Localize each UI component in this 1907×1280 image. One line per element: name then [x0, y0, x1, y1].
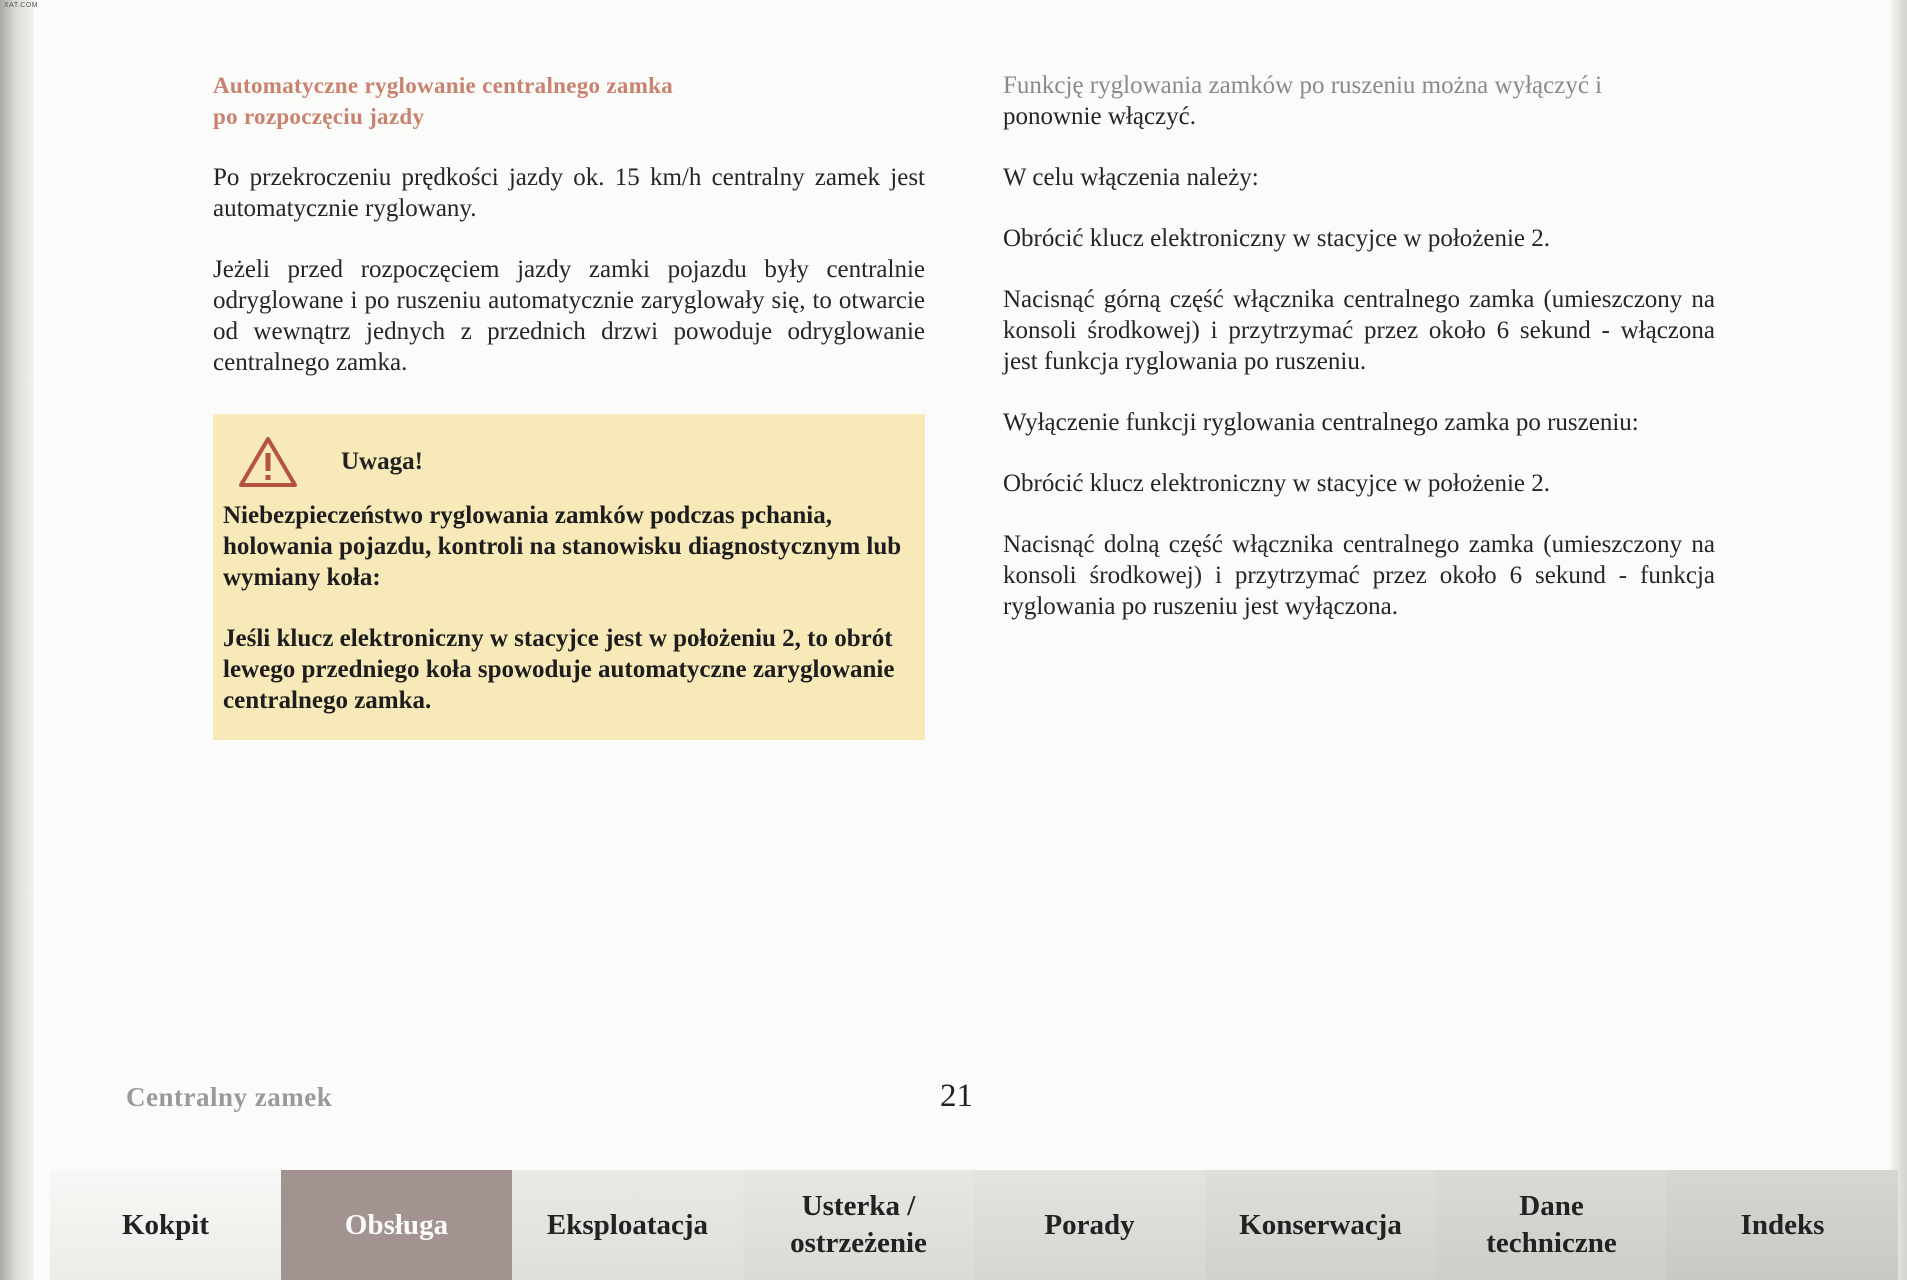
right-column — [1003, 70, 1715, 652]
tab-indeks[interactable] — [1667, 1170, 1898, 1280]
warning-title: Uwaga! — [341, 448, 423, 475]
chapter-nav-bar — [50, 1170, 1898, 1280]
left-column — [213, 70, 925, 408]
tab-label: Konserwacja — [1239, 1208, 1402, 1241]
left-paragraph-2: Jeżeli przed rozpoczęciem jazdy zamki pojazdu były centralnie odryglowane i po ruszeniu automatycznie zaryglowały się, to otwarcie od wewnątrz jednych z przednich drzwi powoduje odryglowanie centralnego zamka. — [213, 256, 925, 376]
right-paragraph-3: Obrócić klucz elektroniczny w stacyjce w położenie 2. — [1003, 225, 1550, 252]
tab-eksploatacja[interactable] — [512, 1170, 743, 1280]
warning-text-2: Jeśli klucz elektroniczny w stacyjce jest w położeniu 2, to obrót lewego przedniego koła spowoduje automatyczne zaryglowanie centralnego zamka. — [223, 625, 895, 714]
chapter-name: Centralny zamek — [126, 1082, 333, 1112]
right-paragraph-4: Nacisnąć górną część włącznika centralnego zamka (umieszczony na konsoli środkowej) i przytrzymać przez około 6 sekund - włączona jest funkcja ryglowania po ruszeniu. — [1003, 286, 1715, 375]
warning-header — [223, 432, 911, 492]
tab-label: Porady — [1044, 1208, 1135, 1241]
tab-label-line1: Dane — [1519, 1190, 1584, 1222]
tab-label: Indeks — [1740, 1208, 1825, 1241]
page-right-edge — [1891, 0, 1907, 1280]
right-paragraph-7: Nacisnąć dolną część włącznika centralnego zamka (umieszczony na konsoli środkowej) i przytrzymać przez około 6 sekund - funkcja ryglowania po ruszeniu jest wyłączona. — [1003, 531, 1715, 620]
tab-obsluga[interactable] — [281, 1170, 512, 1280]
right-paragraph-2: W celu włączenia należy: — [1003, 164, 1259, 191]
right-paragraph-5: Wyłączenie funkcji ryglowania centralnego zamka po ruszeniu: — [1003, 409, 1639, 436]
corner-watermark: XAT.COM — [4, 2, 39, 9]
section-heading-line1: Automatyczne ryglowanie centralnego zamka — [213, 73, 674, 98]
warning-triangle-icon — [237, 435, 299, 489]
tab-dane-techniczne[interactable] — [1436, 1170, 1667, 1280]
tab-konserwacja[interactable] — [1205, 1170, 1436, 1280]
tab-usterka-ostrzezenie[interactable] — [743, 1170, 974, 1280]
tab-label-line2: techniczne — [1486, 1227, 1617, 1259]
page-binding-shadow — [0, 0, 34, 1280]
right-paragraph-1-line2: ponownie włączyć. — [1003, 103, 1196, 130]
tab-label-line2: ostrzeżenie — [790, 1227, 927, 1259]
warning-text-1: Niebezpieczeństwo ryglowania zamków podczas pchania, holowania pojazdu, kontroli na stanowisku diagnostycznym lub wymiany koła: — [223, 502, 902, 591]
right-paragraph-1 — [1003, 70, 1715, 132]
warning-box — [213, 414, 925, 740]
section-heading-line2: po rozpoczęciu jazdy — [213, 104, 425, 129]
page-number: 21 — [940, 1078, 973, 1114]
tab-label: Kokpit — [121, 1208, 210, 1241]
left-paragraph-1: Po przekroczeniu prędkości jazdy ok. 15 km/h centralny zamek jest automatycznie ryglowany. — [213, 164, 925, 222]
section-heading — [213, 70, 925, 132]
right-paragraph-6: Obrócić klucz elektroniczny w stacyjce w położenie 2. — [1003, 470, 1550, 497]
tab-label-line1: Usterka / — [801, 1190, 916, 1222]
tab-kokpit[interactable] — [50, 1170, 281, 1280]
tab-label: Eksploatacja — [546, 1208, 709, 1241]
tab-label: Obsługa — [344, 1208, 449, 1241]
right-paragraph-1-line1: Funkcję ryglowania zamków po ruszeniu można wyłączyć i — [1003, 72, 1603, 99]
tab-porady[interactable] — [974, 1170, 1205, 1280]
